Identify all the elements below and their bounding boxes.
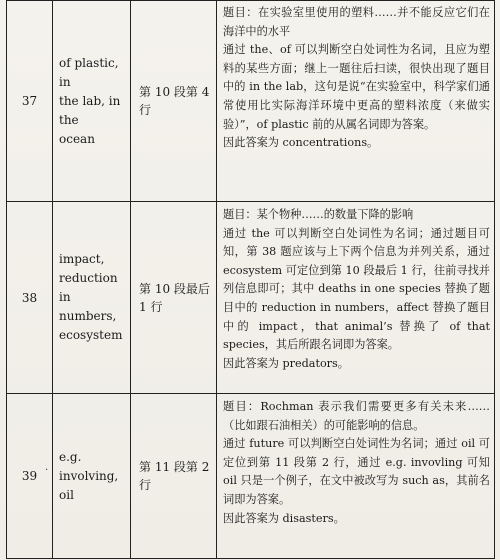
analysis-text: 通过 the、of 可以判断空白处词性为名词，且应为塑料的某些方面；继上一题往后扫读，很快出现了题目中的 in the lab，这句是说“在实验室中，科学家们通常使用比实际海洋环境中更高的塑料浓度（来做实验）”，of plastic 前的从属名词即为答案。 <box>223 43 490 131</box>
keywords-cell <box>53 394 131 559</box>
question-stem: 题目：某个物种……的数量下降的影响 <box>223 208 414 221</box>
keyword-line: e.g. involving, <box>59 449 119 483</box>
location-cell: 第 11 段第 2 行 <box>131 394 217 559</box>
answer-text: 因此答案为 disasters。 <box>223 511 345 525</box>
keyword-line: ecosystem <box>59 328 123 342</box>
keywords-cell <box>53 202 131 394</box>
keyword-line: impact, <box>59 252 105 266</box>
question-stem: 题目：Rochman 表示我们需要更多有关未来……（比如跟石油相关）的可能影响的信息。 <box>223 400 490 432</box>
answer-text: 因此答案为 predators。 <box>223 356 349 370</box>
keywords-cell <box>53 1 131 202</box>
question-number: 37 <box>7 1 53 202</box>
table-row-38 <box>7 202 495 394</box>
keyword-line: reduction <box>59 271 118 285</box>
keyword-line: ocean <box>59 131 95 146</box>
keyword-line: oil <box>59 487 74 502</box>
table-row-39 <box>7 394 495 559</box>
explanation-cell <box>217 202 495 394</box>
explanation-cell <box>217 1 495 202</box>
analysis-text: 通过 future 可以判断空白处词性为名词；通过 oil 可定位到第 11 段第 2 行，通过 e.g. invovling 可知 oil 只是一个例子，在文中被改写为 such as，其前名词即为答案。 <box>223 437 490 506</box>
keyword-line: of plastic, in <box>59 55 119 89</box>
answer-explanation-table <box>6 0 495 559</box>
analysis-text: 通过 the 可以判断空白处词性为名词；通过题目可知，第 38 题应该与上下两个信息为并列关系，通过 ecosystem 可定位到第 10 段最后 1 行，往前寻找并列信息即可；其中 deaths in one species 替换了题目中的 reduction in numbers，affect 替换了题目中的 impact，that animal’s 替换了 of that species，其后所跟名词即为答案。 <box>223 226 490 352</box>
keyword-line: in numbers, <box>59 290 117 323</box>
question-number: 38 <box>7 202 53 394</box>
location-cell: 第 10 段第 4 行 <box>131 1 217 202</box>
question-stem: 题目：在实验室里使用的塑料……并不能反应它们在海洋中的水平 <box>223 6 490 38</box>
table-row-37 <box>7 1 495 202</box>
question-number: 39 <box>7 394 53 559</box>
location-cell: 第 10 段最后 1 行 <box>131 202 217 394</box>
answer-text: 因此答案为 concentrations。 <box>223 136 379 150</box>
stray-dot-mark: · <box>45 465 49 476</box>
keyword-line: the lab, in the <box>59 93 121 127</box>
explanation-cell <box>217 394 495 559</box>
